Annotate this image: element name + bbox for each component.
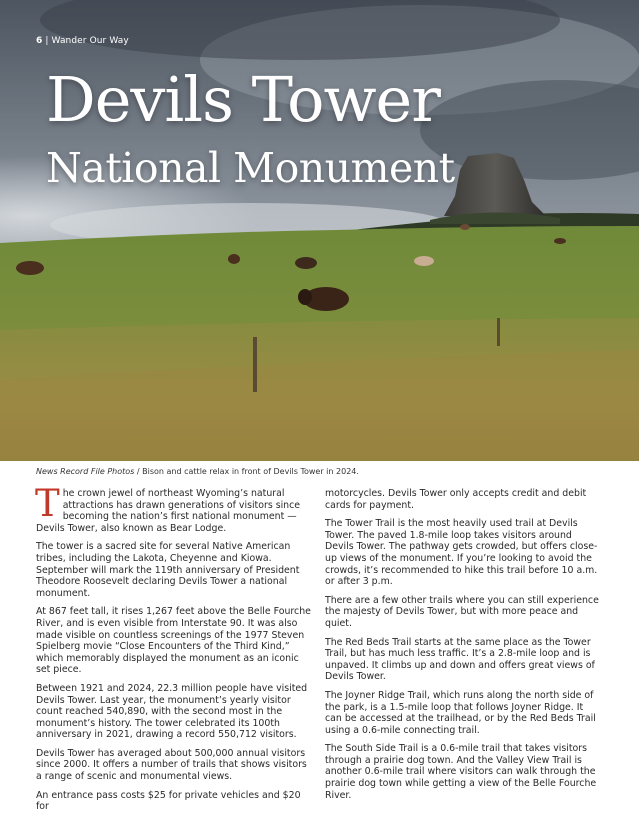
article-column-right	[325, 488, 600, 808]
caption-separator: /	[136, 467, 140, 476]
article-paragraph: Between 1921 and 2024, 22.3 million people have visited Devils Tower. Last year, the monument’s yearly visitor count reached 540,890, with the second most in the monument’s history. The tower celebrated its 100th anniversary in 2021, drawing a record 550,712 visitors.	[36, 682, 308, 741]
article-paragraph: The tower is a sacred site for several Native American tribes, including the Lakota, Cheyenne and Kiowa. September will mark the 119th anniversary of President Theodore Roosevelt declaring Devils Tower a national monument.	[36, 541, 300, 599]
page-folio: 6 | Wander Our Way	[36, 36, 129, 46]
page-number: 6	[36, 36, 43, 46]
article-paragraph: At 867 feet tall, it rises 1,267 feet above the Belle Fourche River, and is even visible from Interstate 90. It was also made visible on countless screenings of the 1977 Steven Spielberg movie “Close Encounters of the Third Kind,” which memorably displayed the monument as an iconic set piece.	[36, 606, 311, 676]
article-paragraph: The crown jewel of northeast Wyoming’s natural attractions has drawn generations of visitors since becoming the nation’s first national monument — Devils Tower, also known as Bear Lodge.	[35, 482, 301, 534]
article-paragraph: An entrance pass costs $25 for private vehicles and $20 for	[36, 789, 301, 813]
drop-cap: T	[35, 482, 60, 525]
article-paragraph: The South Side Trail is a 0.6-mile trail that takes visitors through a prairie dog town. And the Valley View Trail is another 0.6-mile trail where visitors can walk through the prairie dog town while getting a view of the Belle Fourche River.	[325, 743, 597, 801]
article-paragraph: The Joyner Ridge Trail, which runs along the north side of the park, is a 1.5-mile loop that follows Joyner Ridge. It can be accessed at the trailhead, or by the Red Beds Trail using a 0.6-mile connecting trail.	[325, 689, 596, 736]
photo-credit: News Record File Photos	[36, 467, 135, 476]
article-paragraph: The Tower Trail is the most heavily used trail at Devils Tower. The paved 1.8-mile loop takes visitors around Devils Tower. The pathway gets crowded, but offers close-up views of the monument. If you’re looking to avoid the crowds, it’s recommended to hike this trail before 10 a.m. or after 3 p.m.	[325, 518, 598, 588]
photo-caption	[36, 467, 359, 476]
headline-line-1: Devils Tower	[46, 63, 440, 136]
article-paragraph: There are a few other trails where you can still experience the majesty of Devils Tower, but with more peace and quiet.	[325, 594, 599, 629]
article-paragraph: The Red Beds Trail starts at the same place as the Tower Trail, but has much less traffic. It’s a 2.8-mile loop and is unpaved. It climbs up and down and offers great views of Devils Tower.	[325, 636, 595, 683]
headline-line-2: National Monument	[46, 144, 455, 192]
article-column-left	[35, 482, 311, 820]
article-paragraph: motorcycles. Devils Tower only accepts credit and debit cards for payment.	[325, 488, 587, 511]
publication-name: Wander Our Way	[51, 36, 129, 46]
article-paragraph: Devils Tower has averaged about 500,000 annual visitors since 2000. It offers a number of trails that shows visitors a range of scenic and monumental views.	[36, 747, 307, 783]
caption-text: Bison and cattle relax in front of Devils Tower in 2024.	[142, 467, 359, 476]
